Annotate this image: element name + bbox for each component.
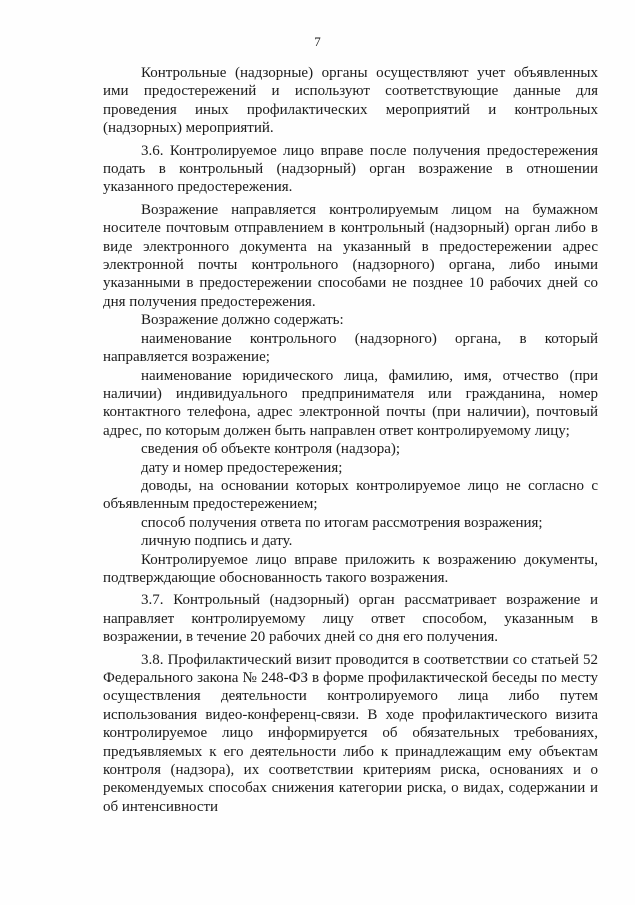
list-item-applicant-details: наименование юридического лица, фамилию, имя, отчество (при наличии) индивидуального предпринимателя или гражданина, номер контактного телефона, адрес электронной почты (при наличии), почтовый адрес, по которым должен быть направлен ответ контролируемому лицу; — [103, 367, 598, 439]
list-item-authority-name: наименование контрольного (надзорного) органа, в который направляется возражение; — [103, 330, 598, 366]
paragraph-attachments: Контролируемое лицо вправе приложить к возражению документы, подтверждающие обоснованность такого возражения. — [103, 551, 598, 586]
list-item-response-method: способ получения ответа по итогам рассмотрения возражения; — [141, 514, 543, 531]
paragraph-3-8: 3.8. Профилактический визит проводится в соответствии со статьей 52 Федерального закона № 248-ФЗ в форме профилактической беседы по месту осуществления деятельности контролируемого лица либо путем использования видео-конференц-связи. В ходе профилактического визита контролируемое лицо информируется об обязательных требованиях, предъявляемых к его деятельности либо к принадлежащим ему объектам контроля (надзора), их соответствии критериям риска, основаниях и о рекомендуемых способах снижения категории риска, о видах, содержании и об интенсивности — [103, 651, 598, 815]
paragraph-objection-contents-intro: Возражение должно содержать: — [141, 312, 344, 329]
list-item-signature-date: личную подпись и дату. — [141, 533, 293, 550]
list-item-control-object: сведения об объекте контроля (надзора); — [141, 441, 401, 458]
document-body — [103, 64, 598, 816]
paragraph-accounting: Контрольные (надзорные) органы осуществляют учет объявленных ими предостережений и используют соответствующие данные для проведения иных профилактических мероприятий и контрольных (надзорных) мероприятий. — [103, 65, 598, 137]
paragraph-3-6: 3.6. Контролируемое лицо вправе после получения предостережения подать в контрольный (надзорный) орган возражение в отношении указанного предостережения. — [103, 142, 598, 196]
list-item-warning-date-number: дату и номер предостережения; — [141, 459, 343, 476]
paragraph-3-7: 3.7. Контрольный (надзорный) орган рассматривает возражение и направляет контролируемому лицу ответ способом, указанным в возражении, в течение 20 рабочих дней со дня его получения. — [103, 592, 598, 646]
page-number: 7 — [314, 34, 321, 49]
paragraph-objection-submission: Возражение направляется контролируемым лицом на бумажном носителе почтовым отправлением в контрольный (надзорный) орган либо в виде электронного документа на указанный в предостережении адрес электронной почты контрольного (надзорного) органа, либо иными указанными в предостережении способами не позднее 10 рабочих дней со дня получения предостережения. — [103, 201, 598, 310]
list-item-arguments: доводы, на основании которых контролируемое лицо не согласно с объявленным предостережением; — [103, 477, 598, 513]
